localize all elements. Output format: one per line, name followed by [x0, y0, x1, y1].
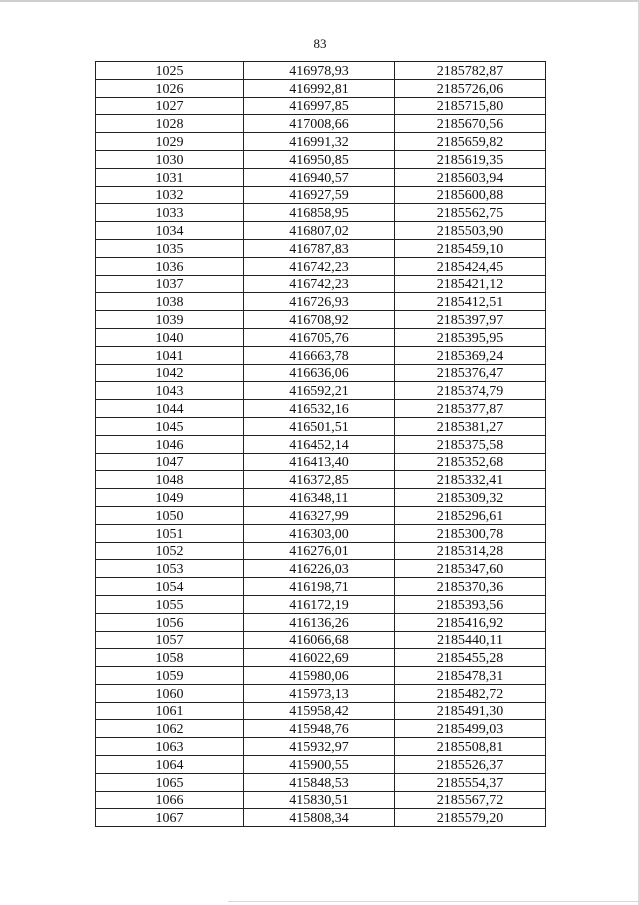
table-row	[96, 631, 546, 649]
y-coordinate-cell: 2185600,88	[395, 186, 546, 204]
table-row	[96, 720, 546, 738]
point-number-cell: 1039	[96, 311, 244, 329]
x-coordinate-cell: 416276,01	[244, 542, 395, 560]
x-coordinate-cell: 416327,99	[244, 506, 395, 524]
point-number-cell: 1044	[96, 400, 244, 418]
point-number-cell: 1057	[96, 631, 244, 649]
x-coordinate-cell: 416226,03	[244, 560, 395, 578]
x-coordinate-cell: 416742,23	[244, 275, 395, 293]
point-number-cell: 1031	[96, 168, 244, 186]
table-row	[96, 133, 546, 151]
table-row	[96, 702, 546, 720]
y-coordinate-cell: 2185619,35	[395, 150, 546, 168]
table-row	[96, 738, 546, 756]
point-number-cell: 1037	[96, 275, 244, 293]
y-coordinate-cell: 2185603,94	[395, 168, 546, 186]
x-coordinate-cell: 416663,78	[244, 346, 395, 364]
table-row	[96, 578, 546, 596]
x-coordinate-cell: 416787,83	[244, 239, 395, 257]
table-row	[96, 613, 546, 631]
x-coordinate-cell: 415958,42	[244, 702, 395, 720]
y-coordinate-cell: 2185347,60	[395, 560, 546, 578]
coordinates-table-body	[96, 62, 546, 827]
y-coordinate-cell: 2185421,12	[395, 275, 546, 293]
x-coordinate-cell: 416940,57	[244, 168, 395, 186]
point-number-cell: 1065	[96, 773, 244, 791]
y-coordinate-cell: 2185332,41	[395, 471, 546, 489]
point-number-cell: 1058	[96, 649, 244, 667]
point-number-cell: 1054	[96, 578, 244, 596]
x-coordinate-cell: 416198,71	[244, 578, 395, 596]
point-number-cell: 1033	[96, 204, 244, 222]
point-number-cell: 1027	[96, 97, 244, 115]
y-coordinate-cell: 2185567,72	[395, 791, 546, 809]
table-row	[96, 809, 546, 827]
table-row	[96, 168, 546, 186]
x-coordinate-cell: 416348,11	[244, 489, 395, 507]
point-number-cell: 1067	[96, 809, 244, 827]
point-number-cell: 1063	[96, 738, 244, 756]
y-coordinate-cell: 2185670,56	[395, 115, 546, 133]
x-coordinate-cell: 416992,81	[244, 79, 395, 97]
point-number-cell: 1045	[96, 417, 244, 435]
table-row	[96, 275, 546, 293]
x-coordinate-cell: 416807,02	[244, 222, 395, 240]
table-row	[96, 186, 546, 204]
point-number-cell: 1060	[96, 684, 244, 702]
point-number-cell: 1040	[96, 328, 244, 346]
y-coordinate-cell: 2185478,31	[395, 667, 546, 685]
y-coordinate-cell: 2185416,92	[395, 613, 546, 631]
point-number-cell: 1038	[96, 293, 244, 311]
table-row	[96, 239, 546, 257]
x-coordinate-cell: 415848,53	[244, 773, 395, 791]
table-row	[96, 489, 546, 507]
y-coordinate-cell: 2185352,68	[395, 453, 546, 471]
point-number-cell: 1051	[96, 524, 244, 542]
point-number-cell: 1055	[96, 595, 244, 613]
x-coordinate-cell: 416501,51	[244, 417, 395, 435]
table-row	[96, 649, 546, 667]
y-coordinate-cell: 2185393,56	[395, 595, 546, 613]
x-coordinate-cell: 416413,40	[244, 453, 395, 471]
y-coordinate-cell: 2185424,45	[395, 257, 546, 275]
y-coordinate-cell: 2185562,75	[395, 204, 546, 222]
point-number-cell: 1047	[96, 453, 244, 471]
x-coordinate-cell: 416022,69	[244, 649, 395, 667]
y-coordinate-cell: 2185499,03	[395, 720, 546, 738]
y-coordinate-cell: 2185508,81	[395, 738, 546, 756]
y-coordinate-cell: 2185397,97	[395, 311, 546, 329]
x-coordinate-cell: 416592,21	[244, 382, 395, 400]
table-row	[96, 684, 546, 702]
point-number-cell: 1046	[96, 435, 244, 453]
table-row	[96, 524, 546, 542]
x-coordinate-cell: 416066,68	[244, 631, 395, 649]
point-number-cell: 1064	[96, 756, 244, 774]
x-coordinate-cell: 415808,34	[244, 809, 395, 827]
y-coordinate-cell: 2185412,51	[395, 293, 546, 311]
point-number-cell: 1042	[96, 364, 244, 382]
x-coordinate-cell: 416950,85	[244, 150, 395, 168]
y-coordinate-cell: 2185370,36	[395, 578, 546, 596]
x-coordinate-cell: 415948,76	[244, 720, 395, 738]
x-coordinate-cell: 416705,76	[244, 328, 395, 346]
y-coordinate-cell: 2185300,78	[395, 524, 546, 542]
table-row	[96, 79, 546, 97]
table-row	[96, 382, 546, 400]
point-number-cell: 1059	[96, 667, 244, 685]
x-coordinate-cell: 416858,95	[244, 204, 395, 222]
x-coordinate-cell: 416927,59	[244, 186, 395, 204]
point-number-cell: 1048	[96, 471, 244, 489]
point-number-cell: 1043	[96, 382, 244, 400]
page-number: 83	[313, 36, 327, 51]
x-coordinate-cell: 416991,32	[244, 133, 395, 151]
y-coordinate-cell: 2185782,87	[395, 62, 546, 80]
point-number-cell: 1066	[96, 791, 244, 809]
point-number-cell: 1034	[96, 222, 244, 240]
table-row	[96, 595, 546, 613]
y-coordinate-cell: 2185374,79	[395, 382, 546, 400]
table-row	[96, 115, 546, 133]
point-number-cell: 1052	[96, 542, 244, 560]
x-coordinate-cell: 417008,66	[244, 115, 395, 133]
y-coordinate-cell: 2185440,11	[395, 631, 546, 649]
y-coordinate-cell: 2185579,20	[395, 809, 546, 827]
y-coordinate-cell: 2185314,28	[395, 542, 546, 560]
x-coordinate-cell: 416978,93	[244, 62, 395, 80]
point-number-cell: 1041	[96, 346, 244, 364]
table-row	[96, 417, 546, 435]
x-coordinate-cell: 415900,55	[244, 756, 395, 774]
x-coordinate-cell: 415973,13	[244, 684, 395, 702]
table-row	[96, 150, 546, 168]
table-row	[96, 293, 546, 311]
point-number-cell: 1026	[96, 79, 244, 97]
scan-edge-top	[0, 0, 640, 2]
point-number-cell: 1036	[96, 257, 244, 275]
y-coordinate-cell: 2185554,37	[395, 773, 546, 791]
y-coordinate-cell: 2185503,90	[395, 222, 546, 240]
y-coordinate-cell: 2185381,27	[395, 417, 546, 435]
y-coordinate-cell: 2185482,72	[395, 684, 546, 702]
point-number-cell: 1049	[96, 489, 244, 507]
y-coordinate-cell: 2185376,47	[395, 364, 546, 382]
x-coordinate-cell: 415980,06	[244, 667, 395, 685]
y-coordinate-cell: 2185455,28	[395, 649, 546, 667]
table-row	[96, 542, 546, 560]
point-number-cell: 1061	[96, 702, 244, 720]
point-number-cell: 1030	[96, 150, 244, 168]
x-coordinate-cell: 416532,16	[244, 400, 395, 418]
table-row	[96, 453, 546, 471]
y-coordinate-cell: 2185309,32	[395, 489, 546, 507]
point-number-cell: 1053	[96, 560, 244, 578]
y-coordinate-cell: 2185726,06	[395, 79, 546, 97]
point-number-cell: 1035	[96, 239, 244, 257]
x-coordinate-cell: 416708,92	[244, 311, 395, 329]
table-row	[96, 364, 546, 382]
x-coordinate-cell: 415932,97	[244, 738, 395, 756]
table-row	[96, 560, 546, 578]
y-coordinate-cell: 2185369,24	[395, 346, 546, 364]
point-number-cell: 1056	[96, 613, 244, 631]
table-row	[96, 311, 546, 329]
point-number-cell: 1029	[96, 133, 244, 151]
point-number-cell: 1050	[96, 506, 244, 524]
x-coordinate-cell: 416303,00	[244, 524, 395, 542]
table-row	[96, 222, 546, 240]
y-coordinate-cell: 2185715,80	[395, 97, 546, 115]
point-number-cell: 1028	[96, 115, 244, 133]
x-coordinate-cell: 416726,93	[244, 293, 395, 311]
x-coordinate-cell: 416636,06	[244, 364, 395, 382]
y-coordinate-cell: 2185659,82	[395, 133, 546, 151]
table-row	[96, 435, 546, 453]
y-coordinate-cell: 2185526,37	[395, 756, 546, 774]
point-number-cell: 1025	[96, 62, 244, 80]
table-row	[96, 400, 546, 418]
y-coordinate-cell: 2185395,95	[395, 328, 546, 346]
table-row	[96, 204, 546, 222]
x-coordinate-cell: 416172,19	[244, 595, 395, 613]
table-row	[96, 506, 546, 524]
point-number-cell: 1062	[96, 720, 244, 738]
table-row	[96, 471, 546, 489]
table-row	[96, 667, 546, 685]
y-coordinate-cell: 2185491,30	[395, 702, 546, 720]
x-coordinate-cell: 416997,85	[244, 97, 395, 115]
table-row	[96, 346, 546, 364]
y-coordinate-cell: 2185375,58	[395, 435, 546, 453]
table-row	[96, 773, 546, 791]
point-number-cell: 1032	[96, 186, 244, 204]
x-coordinate-cell: 415830,51	[244, 791, 395, 809]
table-row	[96, 257, 546, 275]
x-coordinate-cell: 416742,23	[244, 257, 395, 275]
y-coordinate-cell: 2185459,10	[395, 239, 546, 257]
table-row	[96, 791, 546, 809]
x-coordinate-cell: 416372,85	[244, 471, 395, 489]
table-row	[96, 756, 546, 774]
table-row	[96, 62, 546, 80]
table-row	[96, 97, 546, 115]
x-coordinate-cell: 416452,14	[244, 435, 395, 453]
y-coordinate-cell: 2185296,61	[395, 506, 546, 524]
scan-edge-bottom	[228, 901, 640, 902]
x-coordinate-cell: 416136,26	[244, 613, 395, 631]
table-row	[96, 328, 546, 346]
y-coordinate-cell: 2185377,87	[395, 400, 546, 418]
coordinates-table	[95, 61, 546, 827]
